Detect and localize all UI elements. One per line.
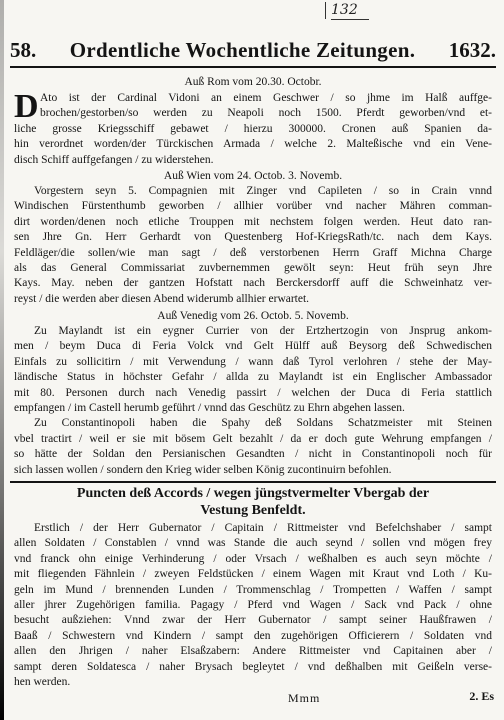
- text-line: brochen/gestorben/so werden zu Neapoli noch 1500. Pferdt geworben/vnd et-: [40, 107, 492, 120]
- dateline-vienna: Auß Wien vom 24. Octob. 3. Novemb.: [163, 170, 343, 182]
- drop-cap-initial: D: [14, 88, 39, 125]
- folio-pencil-mark: [325, 2, 326, 19]
- text-line: hin verordnet worden/der Türckischen Armada / welche 2. Malteßische vnd ein Vene-: [14, 138, 492, 151]
- text-line: so hätte der Soldan den Persianischen Gesandten / nicht in Constantinopoli noch für: [14, 448, 492, 461]
- text-line: Feldläger/die sollen/wie man sagt / deß verstorbenen Herrn Graff Michna Charge: [14, 246, 492, 259]
- text-line: vnd franck ohn einige Verhinderung / oder Vrsach / weßhalben es auch seyn möchte /: [14, 552, 492, 565]
- text-line: hen werden.: [14, 675, 71, 688]
- text-line: reyst / die werden aber diesen Abend widerumb allhier erwartet.: [14, 292, 310, 305]
- report-vienna: [14, 184, 492, 307]
- text-line: Ato ist der Cardinal Vidoni an einem Geschwer / so jhme im Halß auffge-: [40, 92, 492, 104]
- text-line: Baaß / Schwestern vnd Kindern / sampt den zugehörigen Officierern / Soldaten vnd: [14, 629, 492, 642]
- accord-articles: [14, 521, 492, 690]
- text-line: vbel tractirt / weil er sie mit bösem Gelt bezahlt / da er doch gute Wehrung empfangen /: [14, 432, 492, 445]
- masthead-rule: [10, 66, 496, 68]
- text-line: empfangen / im Castell herumb geführt / vnnd das Geschütz zu Ehrn abgehen lassen.: [14, 401, 405, 414]
- text-line: Zu Constantinopoli haben die Spahy deß Soldans Schatzmeister mit Steinen: [34, 417, 492, 430]
- section-rule: [10, 481, 496, 483]
- text-line: aller jhrer Zugehörigen familia. Pagagy / Pferd vnd Wagen / Sack vnd Pack / ohne: [14, 598, 492, 611]
- report-rome: [14, 88, 492, 168]
- publication-year: 1632.: [448, 38, 496, 62]
- accord-heading-line: Puncten deß Accords / wegen jüngstvermelter Vbergab der: [76, 486, 430, 501]
- text-line: disch Schiff auffgefangen / zu widerstehen.: [14, 153, 214, 166]
- handwritten-folio-number: 132: [331, 1, 369, 20]
- catchword: 2. Es: [469, 689, 494, 703]
- newspaper-title: Ordentliche Wochentliche Zeitungen.: [69, 38, 416, 62]
- text-line: sich lassen wollen / sondern den Krieg wider selben König zucontinuirn befohlen.: [14, 463, 392, 476]
- text-line: mit 80. Personen durch nach Venedig passirt / welchen der Duca di Feria stattlich: [14, 386, 492, 399]
- text-line: Vorgestern seyn 5. Compagnien mit Zinger vnd Capileten / so in Crain vnnd: [34, 185, 492, 197]
- text-line: allen Soldaten / Constablen / vnnd was Stande die auch seynd / sollen vnd mögen frey: [14, 537, 492, 550]
- text-line: besucht außziehen: Vnnd zwar der Herr Gubernator / sampt seiner Haußfrawen /: [14, 614, 492, 627]
- signature-mark: Mmm: [288, 691, 321, 705]
- text-line: Einfals zu sollicitirn / mit Verwendung / wann daß Tyrol verlohren / stehe der May-: [14, 355, 492, 368]
- text-line: men / beym Duca di Feria Volck vnd Gelt Hülff auß Beysorg deß Schwedischen: [14, 340, 492, 353]
- accord-heading-line: Vestung Benfeldt.: [200, 503, 306, 518]
- text-line: sen Jhre Gn. Herr Gerhardt von Questenberg Hof-KriegsRath/tc. nach dem Kays.: [14, 231, 492, 244]
- text-line: mit fliegenden Fähnlein / zweyen Feldstücken / einem Wagen mit Kraut vnd Loth / Ku-: [14, 568, 492, 581]
- report-venice: [14, 324, 492, 478]
- issue-number: 58.: [10, 38, 37, 62]
- text-line: Zu Maylandt ist ein eygner Currier von der Ertzhertzogin von Jnsprug ankom-: [34, 325, 492, 337]
- text-line: Erstlich / der Herr Gubernator / Capitain / Rittmeister vnd Befelchshaber / sampt: [34, 522, 492, 534]
- text-line: liche grosse Kriegsschiff gebawet / hierzu 300000. Cronen auß Spanien da-: [14, 122, 492, 135]
- text-line: Kays. May. neben der gantzen Hofstatt nach Berckersdorff auff die Schweinhatz ver-: [14, 277, 492, 290]
- text-line: Windischen Fürstenthumb geworben / allhier vorüber vnd nacher Mähren comman-: [14, 200, 492, 213]
- text-line: geln im Mund / brennenden Lunden / Trommenschlag / Trompetten / Waffen / sampt: [14, 583, 492, 596]
- text-line: dirt worden/denen noch etliche Trouppen mit nechstem folgen werden. Heut dato ran-: [14, 215, 492, 228]
- text-line: ländische Status in höchster Gefahr / allda zu Maylandt ist ein Englischer Ambassador: [14, 371, 492, 384]
- text-line: als das General Commissariat zuvbernemmen gewölt seyn: Heut früh seyn Jhre: [14, 261, 492, 274]
- dateline-venice: Auß Venedig vom 26. Octob. 5. Novemb.: [157, 309, 349, 322]
- masthead: [10, 36, 496, 64]
- binding-edge-shadow: [0, 0, 4, 720]
- text-line: allen den Jhrigen / naher Elsaßzabern: Andere Rittmeister vnd Capitainen aber /: [14, 645, 492, 658]
- dateline-rome: Auß Rom vom 20.30. Octobr.: [184, 76, 322, 88]
- accord-heading: [14, 485, 492, 519]
- text-line: sampt deren Soldatesca / naher Brysach begleytet / vnd deßhalben mit Geißeln verse-: [14, 660, 492, 673]
